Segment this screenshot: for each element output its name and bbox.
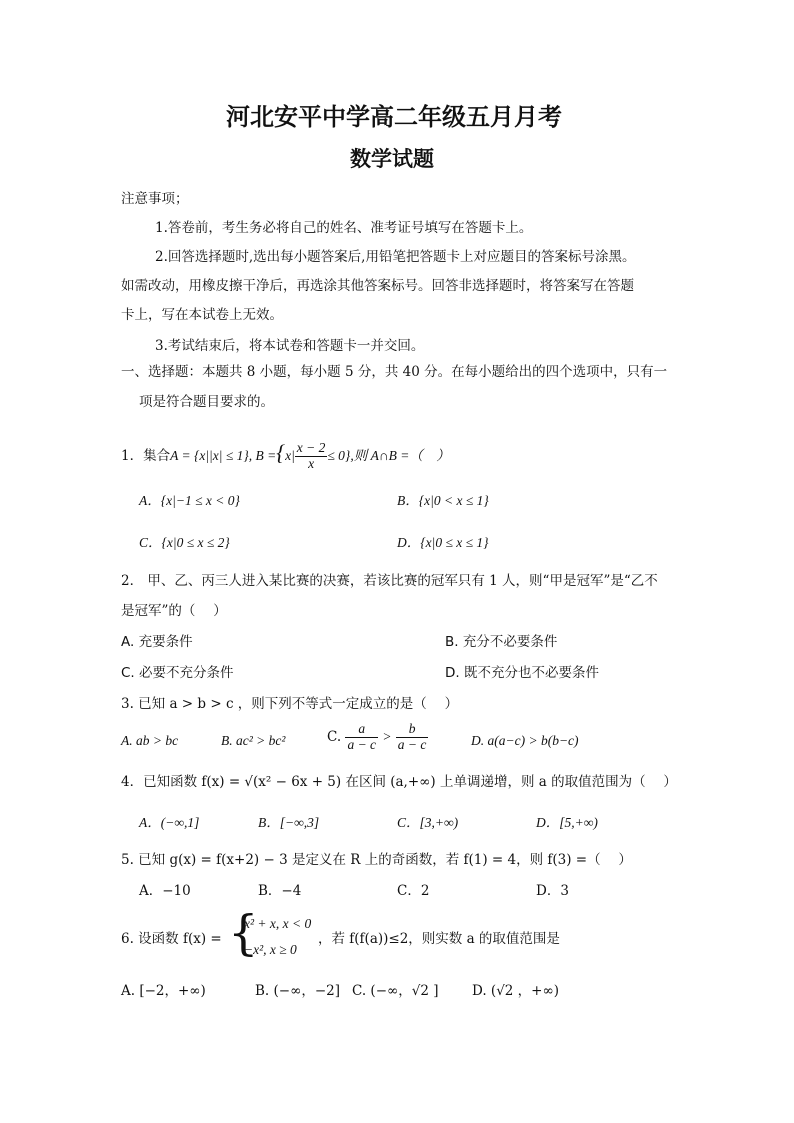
q1-option-d: D．{x|0 ≤ x ≤ 1} <box>397 535 489 550</box>
q5-option-d: D．3 <box>536 883 569 899</box>
q3-c-num-2: b <box>396 722 429 738</box>
q4-option-d: D．[5,+∞) <box>536 815 598 830</box>
q1-fraction <box>295 441 328 472</box>
q2-line2: 是冠军”的（ ） <box>121 603 227 619</box>
q6-option-c: C. (−∞，√2 ] <box>352 983 439 999</box>
q6-case-2: −x², x ≥ 0 <box>244 942 297 957</box>
q6-case-1: x² + x, x < 0 <box>244 916 312 931</box>
q6-prefix: 6. 设函数 f(x) = <box>121 931 222 947</box>
q1-set-a: A = {x||x| ≤ 1} <box>170 448 249 463</box>
notice-item-1: 1.答卷前，考生务必将自己的姓名、准考证号填写在答题卡上。 <box>155 220 533 236</box>
q1-option-b: B．{x|0 < x ≤ 1} <box>397 493 489 508</box>
q1-option-a: A．{x|−1 ≤ x < 0} <box>139 493 240 508</box>
q5-option-b: B．−4 <box>258 883 302 899</box>
q5-stem: 5. 已知 g(x) = f(x+2) − 3 是定义在 R 上的奇函数，若 f(1) = 4，则 f(3) =（ ） <box>121 852 632 868</box>
exam-title: 河北安平中学高二年级五月月考 <box>226 102 562 131</box>
section-1-line1: 一、选择题：本题共 8 小题，每小题 5 分，共 40 分。在每小题给出的四个选项中，只有一 <box>121 364 668 380</box>
q3-c-num-1: a <box>345 722 378 738</box>
q2-option-c: C. 必要不充分条件 <box>121 665 234 681</box>
q3-stem: 3. 已知 a > b > c ，则下列不等式一定成立的是（ ） <box>121 696 459 712</box>
q1-fraction-num: x − 2 <box>296 440 326 456</box>
q2-option-b: B. 充分不必要条件 <box>445 634 558 650</box>
section-1-line2: 项是符合题目要求的。 <box>139 394 274 410</box>
q1-set-b-prefix: , B = <box>248 448 277 463</box>
q3-option-c <box>327 722 428 753</box>
q3-c-fraction-1 <box>345 722 378 753</box>
q6-option-a: A. [−2，+∞) <box>121 983 206 999</box>
q3-c-gt: > <box>382 728 392 744</box>
q3-option-a: A. ab > bc <box>121 733 179 748</box>
q3-option-b: B. ac² > bc² <box>221 733 286 748</box>
q6-option-d: D. (√2 ，+∞) <box>472 983 559 999</box>
q6-piecewise-brace: { <box>228 905 259 961</box>
q1-option-c: C．{x|0 ≤ x ≤ 2} <box>139 535 230 550</box>
q6-option-b: B. (−∞，−2] <box>255 983 340 999</box>
q6-suffix: ，若 f(f(a))≤2，则实数 a 的取值范围是 <box>318 931 560 947</box>
q3-c-fraction-2 <box>396 722 429 753</box>
q4-option-b: B．[−∞,3] <box>258 815 320 830</box>
q3-option-c-label: C. <box>327 728 342 745</box>
q3-option-d: D. a(a−c) > b(b−c) <box>471 733 579 748</box>
q3-c-den-2: a − c <box>397 736 427 752</box>
q1-fraction-den: x <box>308 456 315 471</box>
q1-suffix: ≤ 0},则 A∩B =（ ） <box>327 448 450 463</box>
q5-option-c: C．2 <box>397 883 430 899</box>
q4-option-a: A．(−∞,1] <box>139 815 200 830</box>
q4-option-c: C．[3,+∞) <box>397 815 459 830</box>
q1-prefix: 1．集合 <box>121 448 171 464</box>
q2-option-d: D. 既不充分也不必要条件 <box>445 665 599 681</box>
q4-stem: 4．已知函数 f(x) = √(x² − 6x + 5) 在区间 (a,+∞) 上单调递增，则 a 的取值范围为（ ） <box>121 774 677 790</box>
q3-c-den-1: a − c <box>347 736 377 752</box>
notice-item-3: 3.考试结束后，将本试卷和答题卡一并交回。 <box>155 338 425 354</box>
notice-item-2-line3: 卡上，写在本试卷上无效。 <box>121 307 283 323</box>
q5-option-a: A．−10 <box>139 883 191 899</box>
exam-subtitle: 数学试题 <box>350 146 434 171</box>
q1-stem: 1．集合A = {x||x| ≤ 1}, B ={x| $\frac{x - 2}{x}$ ≤ 0},则 A∩B =（ ） <box>121 440 450 471</box>
notice-heading: 注意事项； <box>121 191 189 207</box>
q2-option-a: A. 充要条件 <box>121 634 193 650</box>
q2-line1: 2． 甲、乙、丙三人进入某比赛的决赛，若该比赛的冠军只有 1 人，则“甲是冠军”是“乙不 <box>121 573 658 589</box>
notice-item-2-line2: 如需改动，用橡皮擦干净后，再选涂其他答案标号。回答非选择题时，将答案写在答题 <box>121 278 634 294</box>
notice-item-2-line1: 2.回答选择题时,选出每小题答案后,用铅笔把答题卡上对应题目的答案标号涂黑。 <box>155 249 636 265</box>
